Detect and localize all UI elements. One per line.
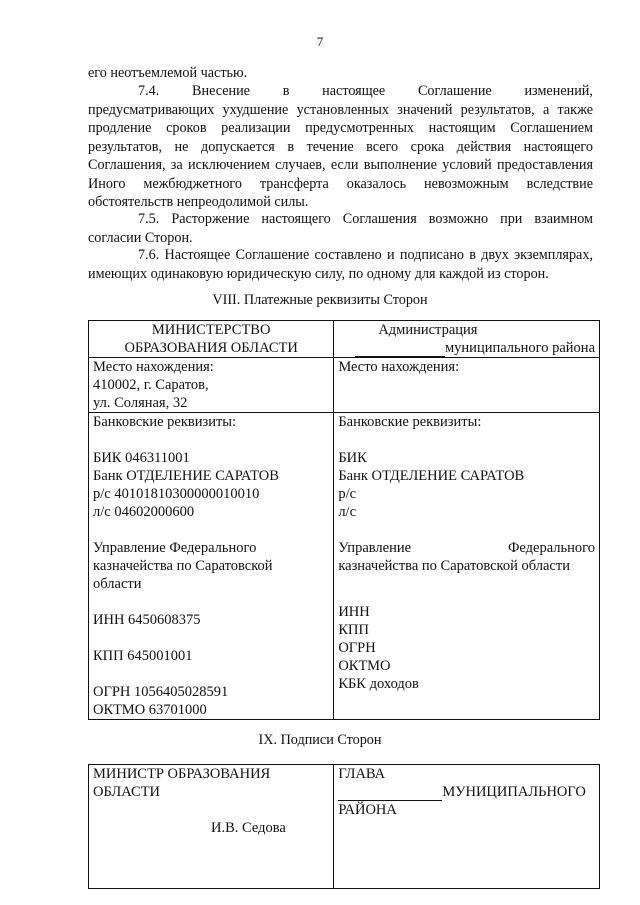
right-treasury-1 <box>338 539 595 557</box>
left-treasury-3: области <box>93 576 142 592</box>
left-ogrn: ОГРН 1056405028591 <box>93 684 229 700</box>
left-location-cell <box>89 358 334 413</box>
right-bik: БИК <box>338 450 367 466</box>
left-location-label: Место нахождения: <box>93 359 214 375</box>
paragraph-7-4 <box>88 82 593 212</box>
left-sign-name: И.В. Седова <box>211 820 286 836</box>
table-row <box>89 765 600 889</box>
p74-word-5: изменений, <box>524 83 593 99</box>
left-treasury-1: Управление Федерального <box>93 540 257 556</box>
table-row <box>89 413 600 720</box>
right-kbk: КБК доходов <box>338 676 419 692</box>
requisites-table <box>88 320 600 720</box>
left-header-cell <box>89 321 334 358</box>
table-row <box>89 358 600 413</box>
section-9-title: IX. Подписи Сторон <box>258 732 382 748</box>
paragraph-7-5: 7.5. Расторжение настоящего Соглашения возможно при взаимном согласии Сторон. <box>88 211 593 246</box>
left-bik: БИК 046311001 <box>93 450 190 466</box>
right-bank-cell <box>334 413 600 720</box>
paragraph-7-3-end: его неотъемлемой частью. <box>88 65 248 81</box>
right-kpp: КПП <box>338 622 369 638</box>
left-sign-2: ОБЛАСТИ <box>93 784 161 800</box>
right-sign-2: МУНИЦИПАЛЬНОГО <box>442 784 586 800</box>
right-bank: Банк ОТДЕЛЕНИЕ САРАТОВ <box>338 468 525 484</box>
right-treasury-1b: Федерального <box>507 540 595 556</box>
right-ls: л/с <box>338 504 357 520</box>
right-sign-2-wrap <box>338 783 595 801</box>
left-oktmo: ОКТМО 63701000 <box>93 702 207 718</box>
left-ls: л/с 04602000600 <box>93 504 195 520</box>
left-rs: р/с 40101810300000010010 <box>93 486 260 502</box>
right-inn: ИНН <box>338 604 370 620</box>
right-sign-1: ГЛАВА <box>338 766 386 782</box>
right-bank-label: Банковские реквизиты: <box>338 414 482 430</box>
right-rs: р/с <box>338 486 357 502</box>
left-treasury-2: казначейства по Саратовской <box>93 558 273 574</box>
p74-word-3: настоящее <box>322 83 386 99</box>
p74-word-2: в <box>282 83 290 99</box>
right-oktmo: ОКТМО <box>338 658 391 674</box>
right-sign-cell <box>334 765 600 889</box>
left-bank-cell <box>89 413 334 720</box>
left-header-2: ОБРАЗОВАНИЯ ОБЛАСТИ <box>124 340 298 356</box>
left-bank-label: Банковские реквизиты: <box>93 414 237 430</box>
right-location-cell <box>334 358 600 413</box>
p74-word-4: Соглашение <box>417 83 492 99</box>
signatures-table <box>88 764 600 889</box>
p74-word-1: Внесение <box>192 83 250 99</box>
section-8-title: VIII. Платежные реквизиты Сторон <box>212 292 428 308</box>
right-sign-3: РАЙОНА <box>338 802 397 818</box>
left-address-2: ул. Соляная, 32 <box>93 395 188 411</box>
right-header-2-wrap <box>338 339 595 357</box>
right-ogrn: ОГРН <box>338 640 376 656</box>
left-inn: ИНН 6450608375 <box>93 612 201 628</box>
left-kpp: КПП 645001001 <box>93 648 193 664</box>
paragraph-7-4-rest: предусматривающих ухудшение установленных значений результатов, а также продление сроков реализации предусмотренных настоящим Соглашением результатов, не допускается в течение всего срока действия настоящего Соглашения, за исключением случаев, если выполнение условий предоставления Иного межбюджетного трансферта оказалось невозможным вследствие обстоятельств непреодолимой силы. <box>88 101 593 210</box>
left-address-1: 410002, г. Саратов, <box>93 377 209 393</box>
left-bank: Банк ОТДЕЛЕНИЕ САРАТОВ <box>93 468 279 484</box>
paragraph-7-4-first-line <box>88 82 593 101</box>
right-header-1: Администрация <box>378 322 478 338</box>
right-header-2: муниципального района <box>445 340 595 356</box>
right-treasury-1a: Управление <box>338 540 412 556</box>
table-row <box>89 321 600 358</box>
p74-num: 7.4. <box>138 83 160 99</box>
right-treasury-2: казначейства по Саратовской области <box>338 558 570 574</box>
paragraph-7-6: 7.6. Настоящее Соглашение составлено и подписано в двух экземплярах, имеющих одинаковую юридическую силу, по одному для каждой из сторон. <box>88 247 593 282</box>
left-sign-cell <box>89 765 334 889</box>
page-number: 7 <box>316 34 324 49</box>
right-location-label: Место нахождения: <box>338 359 460 375</box>
left-header-1: МИНИСТЕРСТВО <box>151 322 271 338</box>
blank-line <box>355 356 445 357</box>
right-header-cell <box>334 321 600 358</box>
left-sign-1: МИНИСТР ОБРАЗОВАНИЯ <box>93 766 271 782</box>
